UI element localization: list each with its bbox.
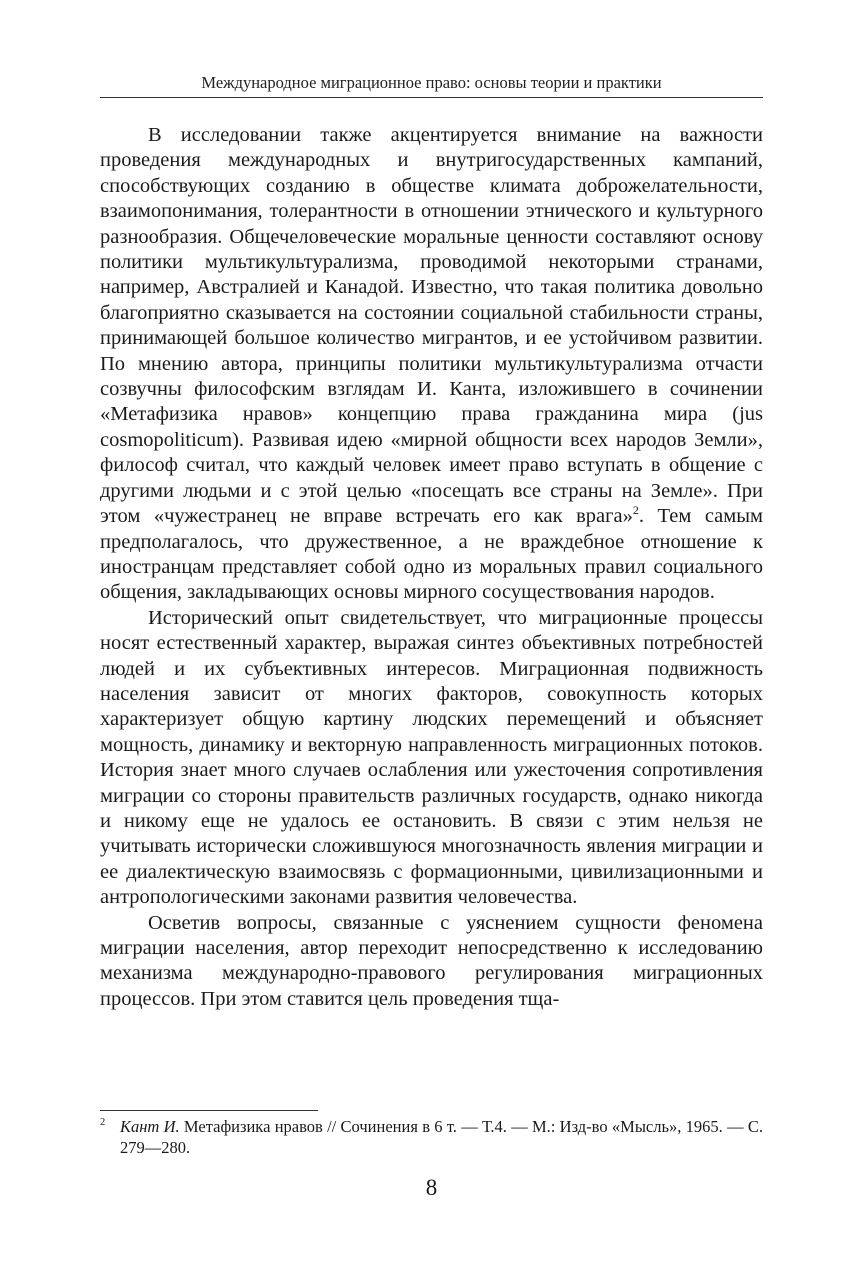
paragraph-2: Исторический опыт свидетельствует, что миграционные процессы носят естественный характер, выражая синтез объективных потребностей людей и их субъективных интересов. Миграционная подвижность населения зависит от многих факторов, совокупность которых характеризует общую картину людских перемещений и объясняет мощность, динамику и векторную направленность миграционных потоков. История знает много случаев ослабления или ужесточения сопротивления миграции со стороны правительств различных государств, однако никогда и никому еще не удалось ее остановить. В связи с этим нельзя не учитывать исторически сложившуюся многозначность явления миграции и ее диалектическую взаимосвязь с формационными, цивилизационными и антропологическими законами развития человечества. bbox=[100, 606, 763, 909]
running-header: Международное миграционное право: основы теории и практики bbox=[201, 73, 662, 92]
paragraph-1-text: В исследовании также акцентируется внимание на важности проведения международных и внутригосударственных кампаний, способствующих созданию в обществе климата доброжелательности, взаимопонимания, толерантности в отношении этнического и культурного разнообразия. Общечеловеческие моральные ценности составляют основу политики мультикультурализма, проводимой некоторыми странами, например, Австралией и Канадой. Известно, что такая политика довольно благоприятно сказывается на состоянии социальной стабильности страны, принимающей большое количество мигрантов, и ее устойчивом развитии. По мнению автора, принципы политики мультикультурализма отчасти созвучны философским взглядам И. Канта, изложившего в сочинении «Метафизика нравов» концепцию права гражданина мира (jus cosmopoliticum). Развивая идею «мирной общности всех народов Земли», философ считал, что каждый человек имеет право вступать в общение с другими людьми и с этой целью «посещать все страны на Земле». При этом «чужестранец не вправе встречать его как врага» bbox=[100, 124, 763, 528]
paragraph-1 bbox=[100, 123, 763, 606]
body-text bbox=[100, 123, 763, 1012]
header-rule bbox=[100, 97, 763, 98]
footnote-author: Кант И. bbox=[120, 1117, 180, 1136]
footnote bbox=[100, 1116, 763, 1158]
paragraph-3: Осветив вопросы, связанные с уяснением сущности феномена миграции населения, автор переходит непосредственно к исследованию механизма международно-правового регулирования миграционных процессов. При этом ставится цель проведения тща- bbox=[100, 911, 763, 1010]
footnote-number: 2 bbox=[100, 1117, 106, 1128]
footnote-text: Метафизика нравов // Сочинения в 6 т. — Т.4. — М.: Изд-во «Мысль», 1965. — С. 279—280. bbox=[120, 1117, 763, 1157]
book-page bbox=[100, 0, 763, 1270]
footnote-reference[interactable]: 2 bbox=[632, 503, 639, 518]
paragraph-1-text-end: . Тем самым предполагалось, что дружественное, а не враждебное отношение к иностранцам представляет собой одно из моральных правил социального общения, закладывающих основы мирного сосуществования народов. bbox=[100, 505, 764, 604]
page-number: 8 bbox=[425, 1175, 438, 1200]
footnote-rule bbox=[100, 1110, 318, 1111]
